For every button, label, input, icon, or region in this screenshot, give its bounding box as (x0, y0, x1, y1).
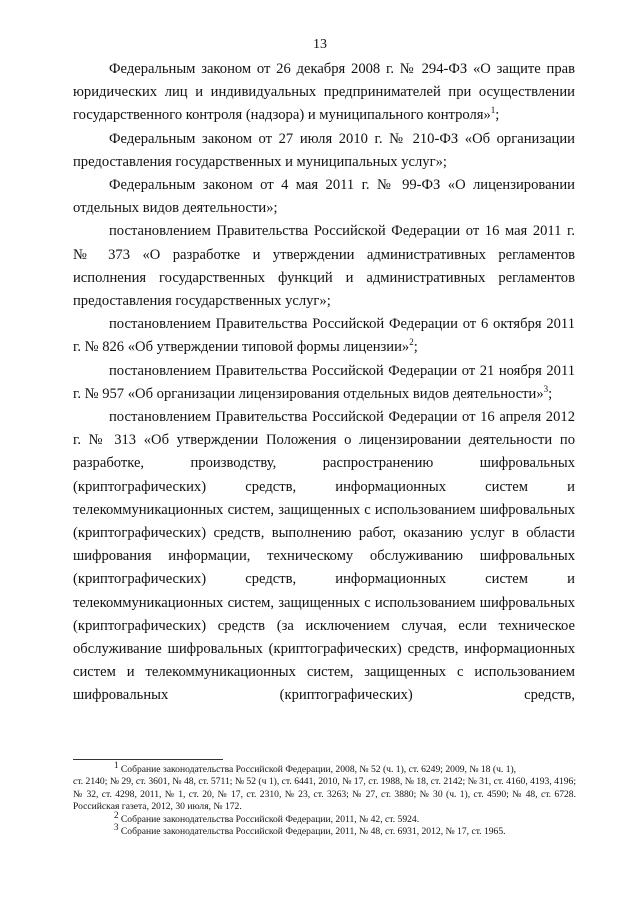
paragraph (73, 128, 575, 174)
page-number: 13 (313, 37, 327, 52)
footnote-ref: 1 (490, 105, 496, 116)
paragraph (73, 220, 575, 313)
paragraph-tail: ; (548, 385, 553, 402)
footnote-continuation: ст. 2140; № 29, ст. 3601, № 48, ст. 5711; № 52 (ч 1), ст. 6441, 2010, № 17, ст. 1988, № 18, ст. 2142; № 31, ст. 4160, 4193, 4196; № 32, ст. 4298, 2011, № 1, ст. 20, № 17, ст. 2310, № 23, ст. 3263; № 27, ст. 3880; № 30 (ч. 1), ст. 4590; № 48, ст. 6728. Российская газета, 2012, 30 июля, № 172. (73, 776, 576, 813)
footnotes (73, 759, 576, 838)
footnote (100, 821, 576, 838)
paragraph-text: постановлением Правительства Российской Федерации от 16 мая 2011 г. № 373 «О разработке и утверждении административных регламентов исполнения государственных функций и административных регламентов предоставления государственных услуг»; (73, 223, 575, 310)
footnote-number: 3 (114, 821, 119, 832)
footnote-divider (73, 759, 223, 760)
footnote-text: Собрание законодательства Российской Федерации, 2011, № 42, ст. 5924. (120, 813, 420, 825)
paragraph (73, 406, 575, 708)
footnote-text: Собрание законодательства Российской Федерации, 2008, № 52 (ч. 1), ст. 6249; 2009, № 18 (ч. 1), (120, 764, 517, 775)
paragraph (73, 58, 575, 128)
footnote-ref: 2 (409, 337, 414, 348)
footnote-number: 2 (114, 809, 119, 820)
footnote (100, 759, 576, 776)
footnote-number: 1 (114, 759, 119, 770)
paragraph-tail: ; (495, 107, 500, 124)
paragraph-tail: ; (413, 339, 418, 356)
paragraph-text: постановлением Правительства Российской Федерации от 6 октября 2011 г. № 826 «Об утверждении типовой формы лицензии» (73, 316, 575, 356)
paragraph-text: постановлением Правительства Российской Федерации от 16 апреля 2012 г. № 313 «Об утверждении Положения о лицензировании деятельности по разработке, производству, распространению шифровальных (криптографических) средств, информационных систем и телекоммуникационных систем, защищенных с использованием шифровальных (криптографических) средств, выполнению работ, оказанию услуг в области шифрования информации, техническому обслуживанию шифровальных (криптографических) средств, информационных систем и телекоммуникационных систем, защищенных с использованием шифровальных (криптографических) средств (за исключением случая, если техническое обслуживание шифровальных (криптографических) средств, информационных систем и телекоммуникационных систем, защищенных с использованием шифровальных (криптографических) средств, (73, 409, 575, 704)
paragraph (73, 313, 575, 359)
body-text (73, 58, 575, 708)
paragraph-text: Федеральным законом от 4 мая 2011 г. № 99-ФЗ «О лицензировании отдельных видов деятельности»; (73, 177, 575, 217)
paragraph-text: Федеральным законом от 26 декабря 2008 г. № 294-ФЗ «О защите прав юридических лиц и индивидуальных предпринимателей при осуществлении государственного контроля (надзора) и муниципального контроля» (73, 61, 575, 124)
paragraph (73, 174, 575, 220)
footnote-text: Собрание законодательства Российской Федерации, 2011, № 48, ст. 6931, 2012, № 17, ст. 1965. (120, 826, 506, 838)
paragraph-text: постановлением Правительства Российской Федерации от 21 ноября 2011 г. № 957 «Об организации лицензирования отдельных видов деятельности» (73, 362, 575, 402)
footnote-ref: 3 (543, 383, 549, 394)
footnote (100, 809, 576, 826)
paragraph (73, 360, 575, 406)
paragraph-text: Федеральным законом от 27 июля 2010 г. № 210-ФЗ «Об организации предоставления государственных и муниципальных услуг»; (73, 130, 575, 170)
